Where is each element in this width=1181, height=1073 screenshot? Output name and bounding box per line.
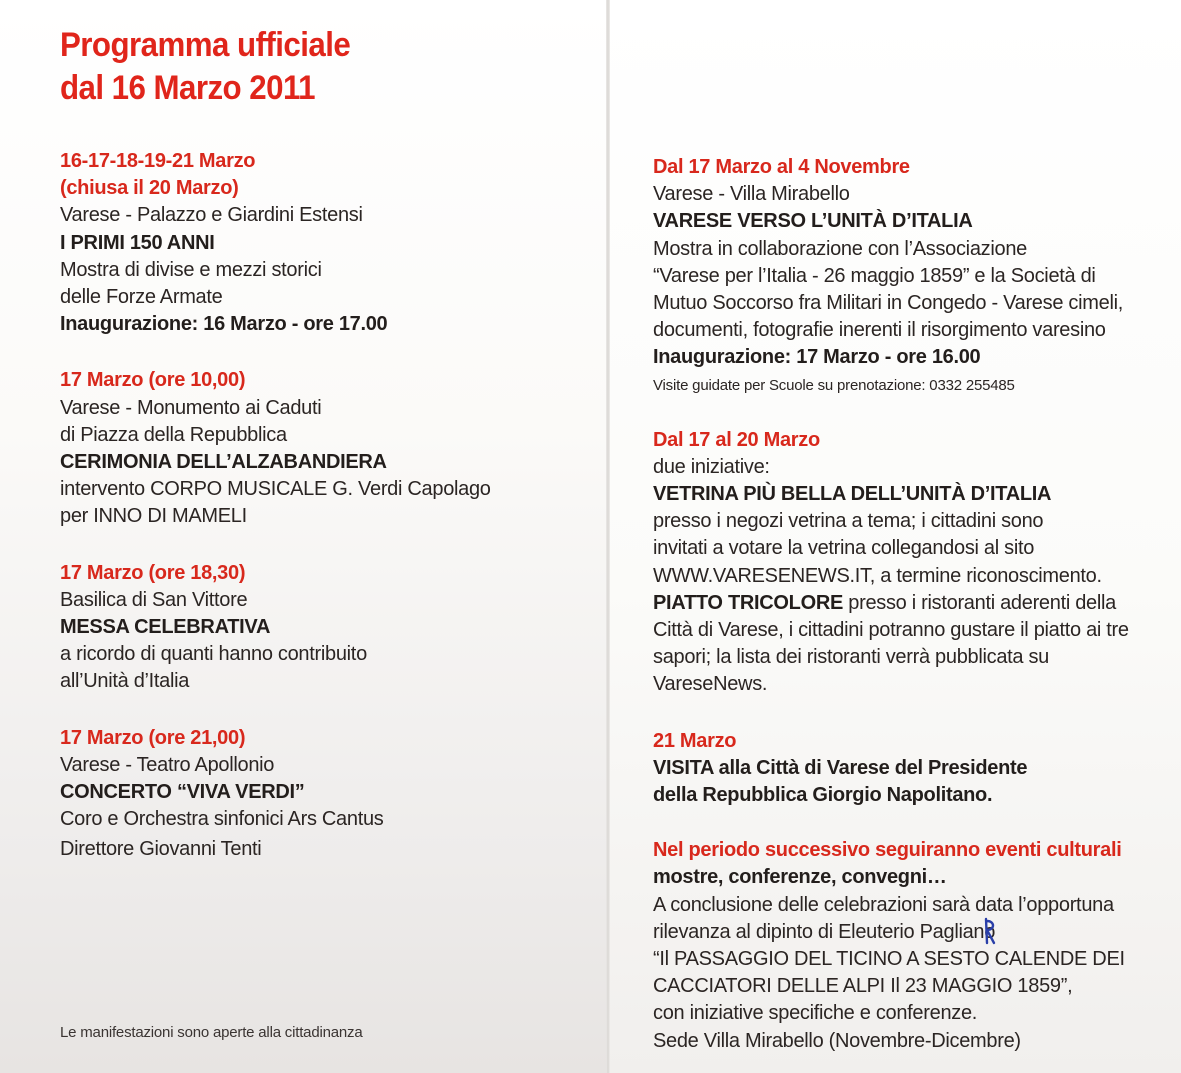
event-desc: rilevanza al dipinto di Eleuterio Pagliano [653,920,996,943]
event-messa-celebrativa [60,560,600,696]
event-note-booking: Visite guidate per Scuole su prenotazione: 0332 255485 [653,376,1015,394]
page-title-line-2: dal 16 Marzo 2011 [60,69,315,107]
page-title [60,24,557,110]
event-desc: Mostra di divise e mezzi storici [60,258,322,281]
event-place: Varese - Villa Mirabello [653,183,850,206]
event-bold-line: della Repubblica Giorgio Napolitano. [653,784,993,807]
event-desc-piatto-first: presso i ristoranti aderenti della [843,591,1116,614]
event-name: CERIMONIA DELL’ALZABANDIERA [60,451,387,474]
event-desc: invitati a votare la vetrina collegandosi al sito [653,537,1035,560]
event-place: Basilica di San Vittore [60,588,248,611]
event-desc: documenti, fotografie inerenti il risorgimento varesino [653,319,1106,342]
event-desc: A conclusione delle celebrazioni sarà data l’opportuna [653,893,1114,916]
event-name: MESSA CELEBRATIVA [60,616,271,639]
event-desc: a ricordo di quanti hanno contribuito [60,643,367,666]
event-place: Varese - Monumento ai Caduti [60,396,322,419]
event-place: Varese - Palazzo e Giardini Estensi [60,204,363,227]
event-desc: Mostra in collaborazione con l’Associazione [653,237,1027,260]
event-inauguration: Inaugurazione: 16 Marzo - ore 17.00 [60,313,388,336]
right-column [653,154,1173,1055]
pen-mark-icon [983,917,997,947]
event-desc: VareseNews. [653,673,768,696]
event-date: Dal 17 al 20 Marzo [653,428,820,451]
event-desc: “Il PASSAGGIO DEL TICINO A SESTO CALENDE DEI [653,948,1125,971]
event-visita-presidente [653,728,1173,810]
event-desc: Sede Villa Mirabello (Novembre-Dicembre) [653,1029,1021,1052]
event-subtitle: mostre, conferenze, convegni… [653,866,947,889]
event-date: 17 Marzo (ore 21,00) [60,726,246,749]
event-name: VARESE VERSO L’UNITÀ D’ITALIA [653,210,973,233]
event-desc: per INNO DI MAMELI [60,505,247,528]
event-name: I PRIMI 150 ANNI [60,231,215,254]
event-date: 17 Marzo (ore 18,30) [60,561,246,584]
event-bold-line: VISITA alla Città di Varese del Presidente [653,756,1028,779]
event-date-note: (chiusa il 20 Marzo) [60,177,239,200]
event-name: VETRINA PIÙ BELLA DELL’UNITÀ D’ITALIA [653,483,1052,506]
page-title-line-1: Programma ufficiale [60,26,351,64]
event-date: Dal 17 Marzo al 4 Novembre [653,156,910,178]
event-date: 21 Marzo [653,729,737,752]
event-name-piatto: PIATTO TRICOLORE [653,591,844,614]
event-inauguration: Inaugurazione: 17 Marzo - ore 16.00 [653,346,981,369]
event-desc: intervento CORPO MUSICALE G. Verdi Capolago [60,478,491,501]
left-column [60,24,600,864]
event-desc: Città di Varese, i cittadini potranno gustare il piatto ai tre [653,619,1129,642]
event-place: di Piazza della Repubblica [60,423,287,446]
event-intro: due iniziative: [653,455,770,478]
event-desc-piatto [653,590,1173,617]
event-primi-150-anni [60,148,600,338]
event-varese-verso-unita [653,154,1173,399]
event-periodo-successivo [653,837,1173,1055]
event-concerto-viva-verdi [60,725,600,864]
event-date: Nel periodo successivo seguiranno eventi culturali [653,839,1122,862]
event-date: 17 Marzo (ore 10,00) [60,369,246,392]
event-desc: delle Forze Armate [60,286,223,309]
event-desc: Coro e Orchestra sinfonici Ars Cantus [60,808,384,831]
event-vetrina-piatto [653,427,1173,699]
event-desc: CACCIATORI DELLE ALPI Il 23 MAGGIO 1859”, [653,975,1073,998]
event-desc: Mutuo Soccorso fra Militari in Congedo - Varese cimeli, [653,292,1123,315]
event-desc: “Varese per l’Italia - 26 maggio 1859” e la Società di [653,264,1096,287]
event-date: 16-17-18-19-21 Marzo [60,150,256,172]
event-desc: Direttore Giovanni Tenti [60,838,262,861]
event-place: Varese - Teatro Apollonio [60,753,275,776]
event-alzabandiera [60,367,600,530]
page-fold [606,0,610,1073]
event-desc: sapori; la lista dei ristoranti verrà pubblicata su [653,646,1050,669]
event-desc: WWW.VARESENEWS.IT, a termine riconoscimento. [653,564,1102,587]
event-desc: con iniziative specifiche e conferenze. [653,1002,978,1025]
footer-note: Le manifestazioni sono aperte alla cittadinanza [60,1024,363,1041]
event-desc: presso i negozi vetrina a tema; i cittadini sono [653,510,1044,533]
event-name: CONCERTO “VIVA VERDI” [60,781,305,804]
event-desc: all’Unità d’Italia [60,670,190,693]
